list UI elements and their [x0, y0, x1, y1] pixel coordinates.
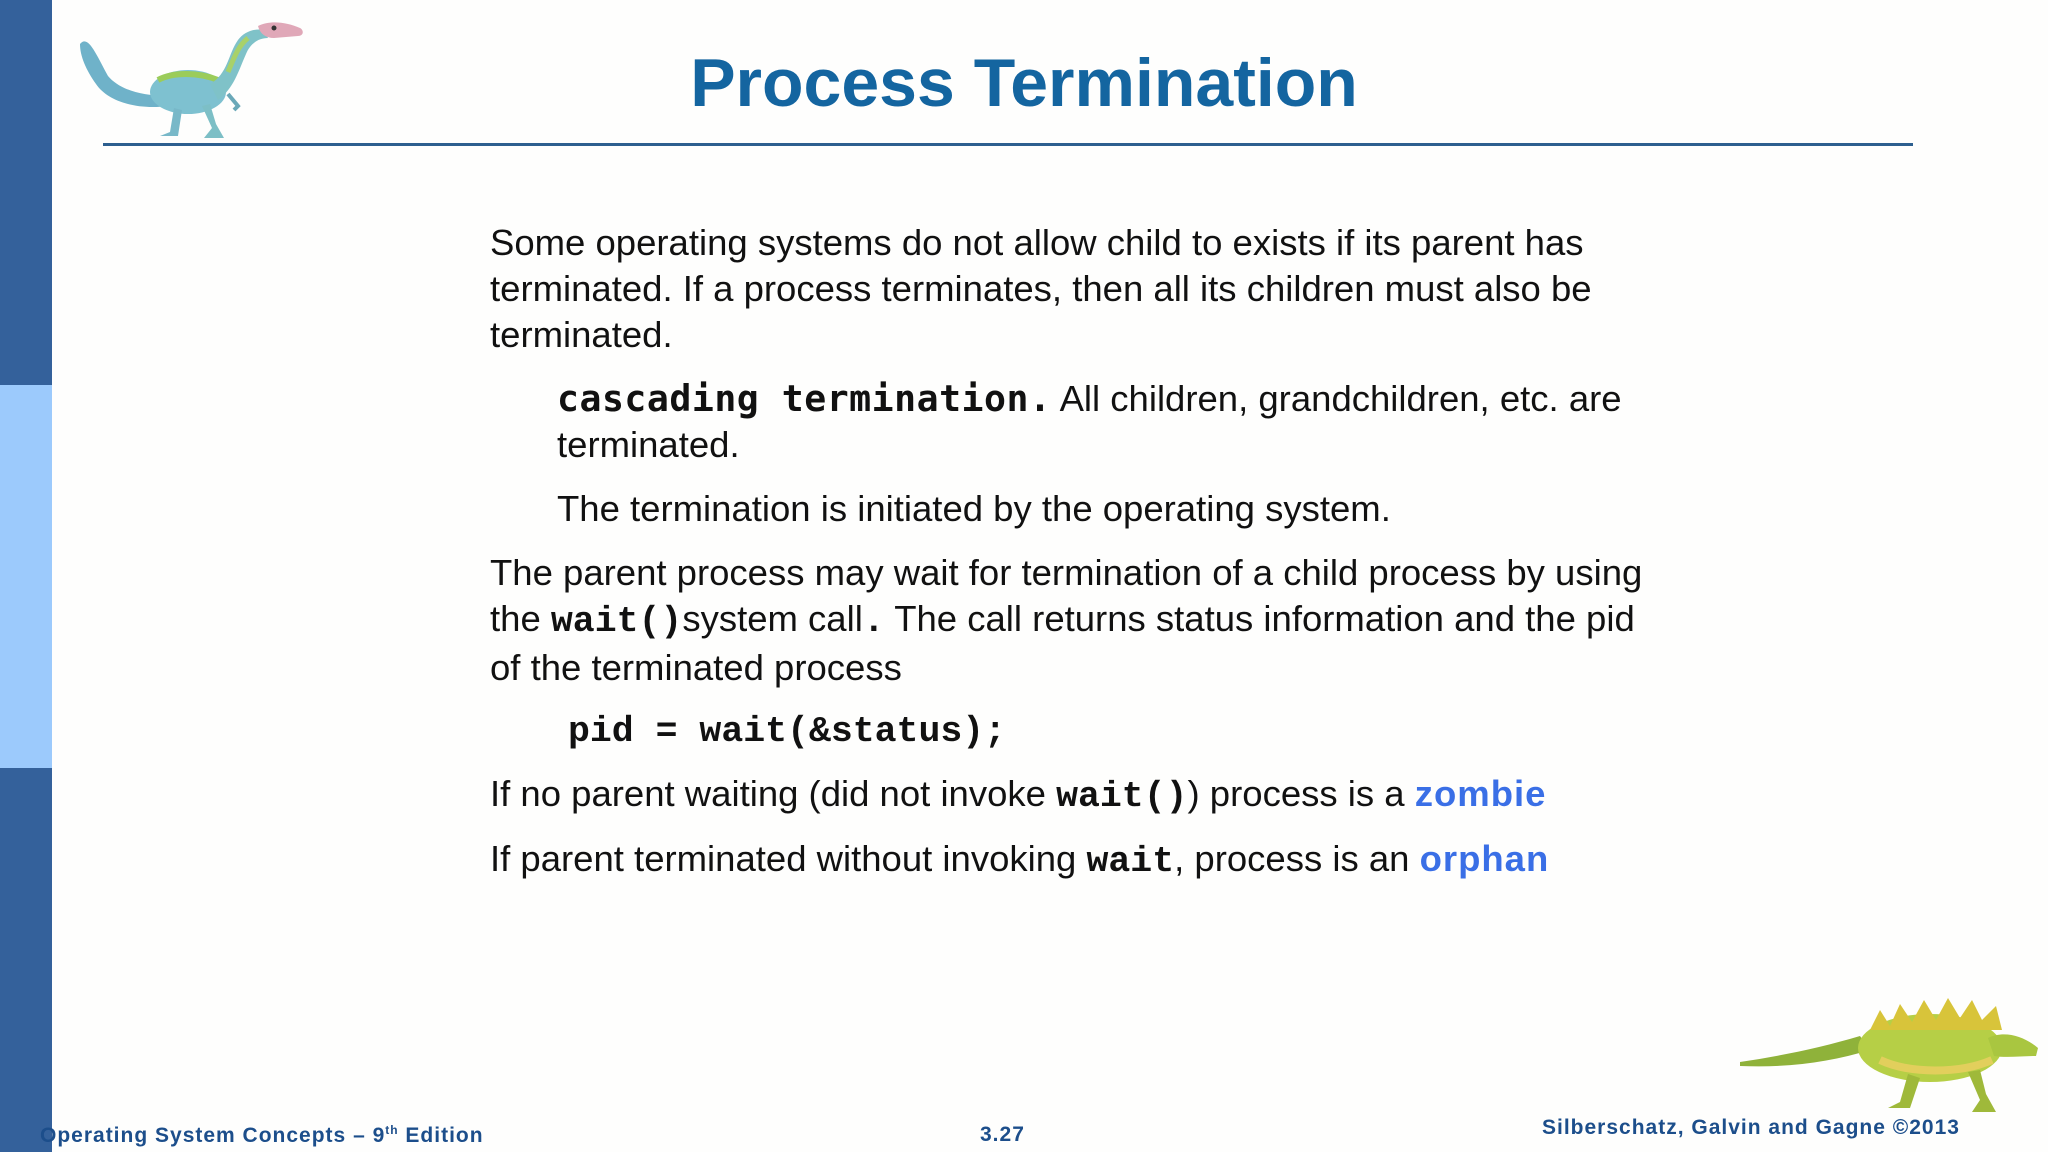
slide-content: [490, 220, 1670, 885]
wait-text-a: The parent process may wait for termination of a child process by using the: [490, 552, 1643, 639]
slide-title: Process Termination: [690, 45, 1358, 121]
code-wait-orphan: wait: [1086, 841, 1175, 882]
orphan-text-b: , process is an: [1174, 838, 1420, 879]
orphan-text-a: If parent terminated without invoking: [490, 838, 1087, 879]
sidebar-bar: [0, 0, 52, 1152]
footer-title-b: Edition: [398, 1124, 484, 1147]
footer-title-a: Operating System Concepts – 9: [40, 1124, 386, 1147]
footer-book-title: [40, 1123, 484, 1148]
wait-text-c: The call returns status information and the pid of the terminated process: [490, 598, 1635, 688]
sidebar-segment-middle: [0, 385, 52, 768]
paragraph-cascading: [490, 376, 1670, 468]
paragraph-orphan: [490, 836, 1670, 885]
code-wait-call: wait(): [550, 601, 683, 642]
sidebar-segment-bottom: [0, 768, 52, 1152]
code-wait-zombie: wait(): [1056, 776, 1188, 817]
cascading-description: All children, grandchildren, etc. are terminated.: [557, 378, 1622, 465]
wait-dot: .: [862, 601, 885, 642]
paragraph-intro: Some operating systems do not allow child to exists if its parent has terminated. If a process terminates, then all its children must also be terminated.: [490, 222, 1592, 355]
term-cascading-termination: cascading termination.: [557, 377, 1052, 420]
wait-text-b: system call: [682, 598, 863, 639]
zombie-text-b: ) process is a: [1187, 773, 1415, 814]
title-divider: [103, 143, 1913, 146]
term-zombie: zombie: [1414, 773, 1547, 814]
paragraph-zombie: [490, 771, 1670, 820]
code-line-pid: pid = wait(&status);: [568, 711, 1007, 752]
dinosaur-illustration-bottom: [1740, 990, 2040, 1120]
paragraph-wait: [490, 550, 1670, 691]
footer-title-sup: th: [385, 1123, 399, 1137]
footer-authors: Silberschatz, Galvin and Gagne ©2013: [1542, 1116, 1960, 1139]
paragraph-initiated: The termination is initiated by the operating system.: [557, 488, 1391, 529]
zombie-text-a: If no parent waiting (did not invoke: [490, 773, 1057, 814]
page-number: 3.27: [980, 1123, 1025, 1146]
term-orphan: orphan: [1419, 838, 1550, 879]
